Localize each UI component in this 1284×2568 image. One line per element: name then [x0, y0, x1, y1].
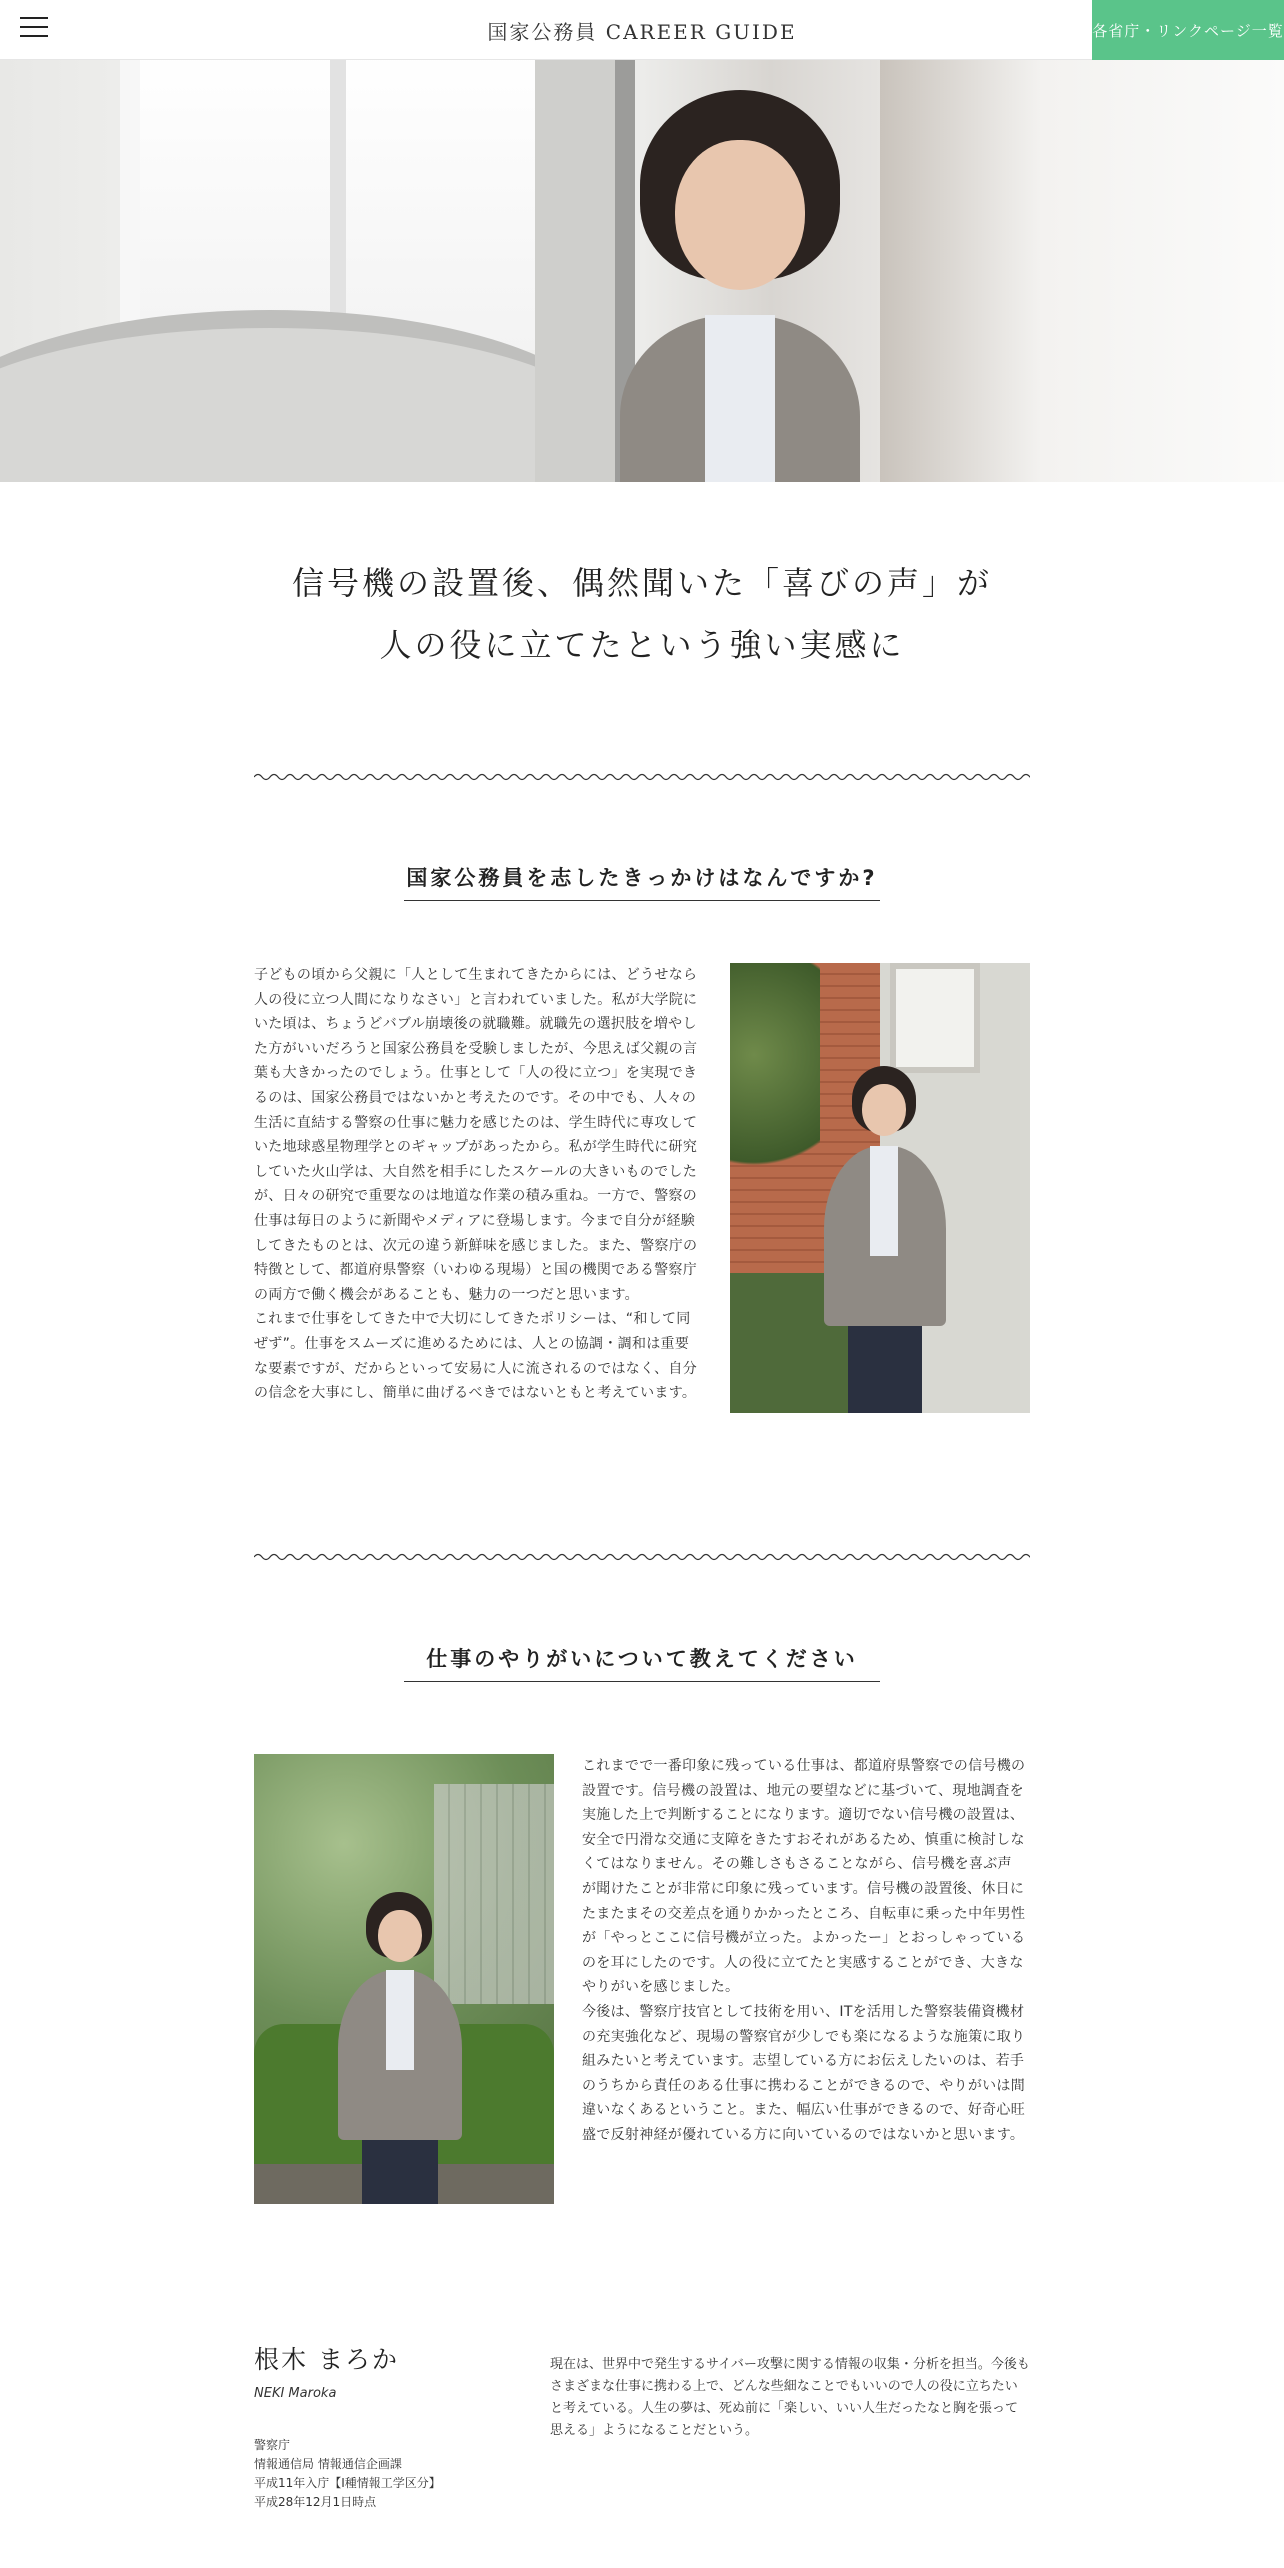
paragraph: 子どもの頃から父親に「人として生まれてきたからには、どうせなら人の役に立つ人間になりなさい」と言われていました。私が大学院にいた頃は、ちょうどバブル崩壊後の就職難。就職先の選択肢を増やした方がいいだろうと国家公務員を受験しましたが、今思えば父親の言葉も大きかったのでしょう。仕事として「人の役に立つ」を実現できるのは、国家公務員ではないかと考えたのです。その中でも、人々の生活に直結する警察の仕事に魅力を感じたのは、学生時代に専攻していた地球惑星物理学とのギャップがあったから。私が学生時代に研究していた火山学は、大自然を相手にしたスケールの大きいものでしたが、日々の研究で重要なのは地道な作業の積み重ね。一方で、警察の仕事は毎日のように新聞やメディアに登場します。今まで自分が経験してきたものとは、次元の違う新鮮味を感じました。また、警察庁の特徴として、都道府県警察（いわゆる現場）と国の機関である警察庁の両方で働く機会があることも、魅力の一つだと思います。 [254, 967, 698, 1303]
profile-meta [254, 2436, 441, 2512]
profile-department: 情報通信局 情報通信企画課 [254, 2457, 402, 2471]
profile-name: 根木 まろか [254, 2345, 399, 2374]
wave-divider [254, 1550, 1030, 1564]
profile-description: 現在は、世界中で発生するサイバー攻撃に関する情報の収集・分析を担当。今後もさまざまな仕事に携わる上で、どんな些細なことでもいいので人の役に立ちたいと考えている。人生の夢は、死ぬ前に「楽しい、いい人生だったなと胸を張って思える」ようになることだという。 [550, 2357, 1030, 2438]
section-title-rewarding-work: 仕事のやりがいについて教えてください [404, 1643, 880, 1682]
profile-name-roman: NEKI Maroka [254, 2386, 337, 2401]
site-title[interactable]: 国家公務員 CAREER GUIDE [487, 20, 797, 44]
paragraph: 今後は、警察庁技官として技術を用い、ITを活用した警察装備資機材の充実強化など、現場の警察官が少しでも楽になるような施策に取り組みたいと考えています。志望している方にお伝えしたいのは、若手のうちから責任のある仕事に携わることができるので、やりがいは間違いなくあるということ。また、幅広い仕事ができるので、好奇心旺盛で反射神経が優れている方に向いているのではないかと思います。 [582, 2003, 1026, 2143]
portrait-figure [600, 70, 920, 482]
paragraph: これまで仕事をしてきた中で大切にしてきたポリシーは、“和して同ぜず”。仕事をスムーズに進めるためには、人との協調・調和は重要な要素ですが、だからといって安易に人に流されるのではなく、自分の信念を大事にし、簡単に曲げるべきではないともと考えています。 [254, 1311, 698, 1402]
section-body-rewarding-work [582, 1754, 1026, 2148]
profile-as-of-date: 平成28年12月1日時点 [254, 2495, 377, 2509]
paragraph: これまでで一番印象に残っている仕事は、都道府県警察での信号機の設置です。信号機の設置は、地元の要望などに基づいて、現地調査を実施した上で判断することになります。適切でない信号機の設置は、安全で円滑な交通に支障をきたすおそれがあるため、慎重に検討しなくてはなりません。その難しさもさることながら、信号機を喜ぶ声が聞けたことが非常に印象に残っています。信号機の設置後、休日にたまたまその交差点を通りかかったところ、自転車に乗った中年男性が「やっとここに信号機が立った。よかったー」とおっしゃっているのを耳にしたのです。人の役に立てたと実感することができ、大きなやりがいを感じました。 [582, 1758, 1026, 1996]
section-title-motivation: 国家公務員を志したきっかけはなんですか? [404, 862, 880, 901]
headline-line-1: 信号機の設置後、偶然聞いた「喜びの声」が [291, 564, 992, 602]
section-body-motivation [254, 963, 698, 1406]
profile-entry-year: 平成11年入庁【Ⅰ種情報工学区分】 [254, 2476, 441, 2490]
headline-line-2: 人の役に立てたという強い実感に [379, 626, 905, 664]
portrait-photo-building [730, 963, 1030, 1413]
ministry-links-button[interactable]: 各省庁・リンクページ一覧 [1092, 0, 1284, 60]
portrait-photo-garden [254, 1754, 554, 2204]
profile-organization: 警察庁 [254, 2438, 291, 2452]
page-headline [142, 552, 1142, 676]
site-header [0, 0, 1284, 60]
hero-image [0, 60, 1284, 482]
wave-divider [254, 770, 1030, 784]
